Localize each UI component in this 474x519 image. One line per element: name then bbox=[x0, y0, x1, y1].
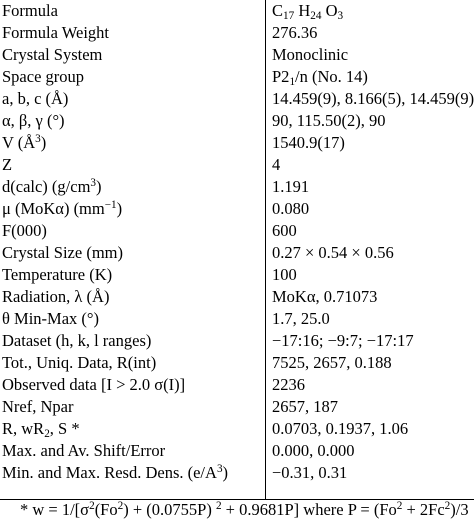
table-row bbox=[0, 22, 474, 44]
parameter-value: 0.000, 0.000 bbox=[272, 441, 355, 460]
table-row bbox=[0, 264, 474, 286]
parameter-label: Nref, Npar bbox=[2, 397, 74, 416]
parameter-value: 7525, 2657, 0.188 bbox=[272, 353, 392, 372]
table-row bbox=[0, 198, 474, 220]
table-row bbox=[0, 374, 474, 396]
parameter-value: 1540.9(17) bbox=[272, 133, 345, 152]
parameter-value: $C_{17}$ $H_{24}$ $O_3$ bbox=[272, 1, 344, 22]
parameter-value: 1.7, 25.0 bbox=[272, 309, 330, 328]
parameter-label: Radiation, λ (Å) bbox=[2, 287, 110, 306]
table-row bbox=[0, 462, 474, 484]
parameter-label: Formula Weight bbox=[2, 23, 109, 42]
parameter-value: 600 bbox=[272, 221, 297, 240]
parameter-label: Dataset (h, k, l ranges) bbox=[2, 331, 152, 350]
table-row bbox=[0, 418, 474, 440]
parameter-label: Formula bbox=[2, 1, 58, 20]
parameter-label: Min. and Max. Resd. Dens. $(e/A^3)$ bbox=[2, 462, 229, 482]
parameter-label: Crystal Size (mm) bbox=[2, 243, 123, 262]
parameter-label: θ Min-Max (°) bbox=[2, 309, 99, 328]
parameter-label: Z bbox=[2, 155, 13, 174]
parameter-value: 276.36 bbox=[272, 23, 318, 42]
parameter-value: 100 bbox=[272, 265, 297, 284]
table-row bbox=[0, 440, 474, 462]
parameter-value: 14.459(9), 8.166(5), 14.459(9) bbox=[272, 89, 474, 108]
parameter-value: 0.080 bbox=[272, 199, 310, 218]
parameter-value: $P2_1/n$ (No. 14) bbox=[272, 67, 368, 88]
table-row bbox=[0, 352, 474, 374]
table-row bbox=[0, 132, 474, 154]
parameter-label: F(000) bbox=[2, 221, 47, 240]
table-row bbox=[0, 0, 474, 22]
parameter-value: −0.31, 0.31 bbox=[272, 463, 348, 482]
table-row bbox=[0, 44, 474, 66]
parameter-label: d(calc) $(g/cm^3)$ bbox=[2, 176, 102, 196]
parameter-label: Max. and Av. Shift/Error bbox=[2, 441, 166, 460]
parameter-label: Temperature (K) bbox=[2, 265, 113, 284]
table-row bbox=[0, 154, 474, 176]
table-row bbox=[0, 308, 474, 330]
parameter-label: R, $wR_2$, S * bbox=[2, 419, 80, 440]
parameter-label: V $(Å^3)$ bbox=[2, 132, 47, 152]
parameter-value: 0.0703, 0.1937, 1.06 bbox=[272, 419, 409, 438]
table-row bbox=[0, 286, 474, 308]
parameter-label: a, b, c (Å) bbox=[2, 89, 69, 108]
parameter-value: 2657, 187 bbox=[272, 397, 338, 416]
parameter-label: Space group bbox=[2, 67, 85, 86]
table-row bbox=[0, 396, 474, 418]
parameter-value: MoKα, 0.71073 bbox=[272, 287, 378, 306]
parameter-value: 0.27 × 0.54 × 0.56 bbox=[272, 243, 394, 262]
parameter-value: −17:16; −9:7; −17:17 bbox=[272, 331, 414, 350]
table-row bbox=[0, 176, 474, 198]
parameter-label: Crystal System bbox=[2, 45, 103, 64]
table-row bbox=[0, 220, 474, 242]
table-row bbox=[0, 66, 474, 88]
parameter-label: Tot., Uniq. Data, R(int) bbox=[2, 353, 157, 372]
table-row bbox=[0, 88, 474, 110]
parameter-label: Observed data [I > 2.0 σ(I)] bbox=[2, 375, 186, 394]
parameter-label: α, β, γ (°) bbox=[2, 111, 65, 130]
parameter-value: 1.191 bbox=[272, 177, 310, 196]
parameter-value: 2236 bbox=[272, 375, 305, 394]
parameter-label: μ (MoKα) $(mm^{-1})$ bbox=[2, 198, 123, 218]
parameter-value: 90, 115.50(2), 90 bbox=[272, 111, 386, 130]
table-row bbox=[0, 330, 474, 352]
table-row bbox=[0, 242, 474, 264]
weighting-footnote: * $w = 1/[\sigma^2(Fo^2) + (0.0755P) ^2 + 0.9681P]$ where $P = (Fo^2 + 2Fc^2)/3$ bbox=[20, 499, 469, 519]
table-row bbox=[0, 110, 474, 132]
parameter-value: 4 bbox=[272, 155, 281, 174]
parameter-value: Monoclinic bbox=[272, 45, 349, 64]
